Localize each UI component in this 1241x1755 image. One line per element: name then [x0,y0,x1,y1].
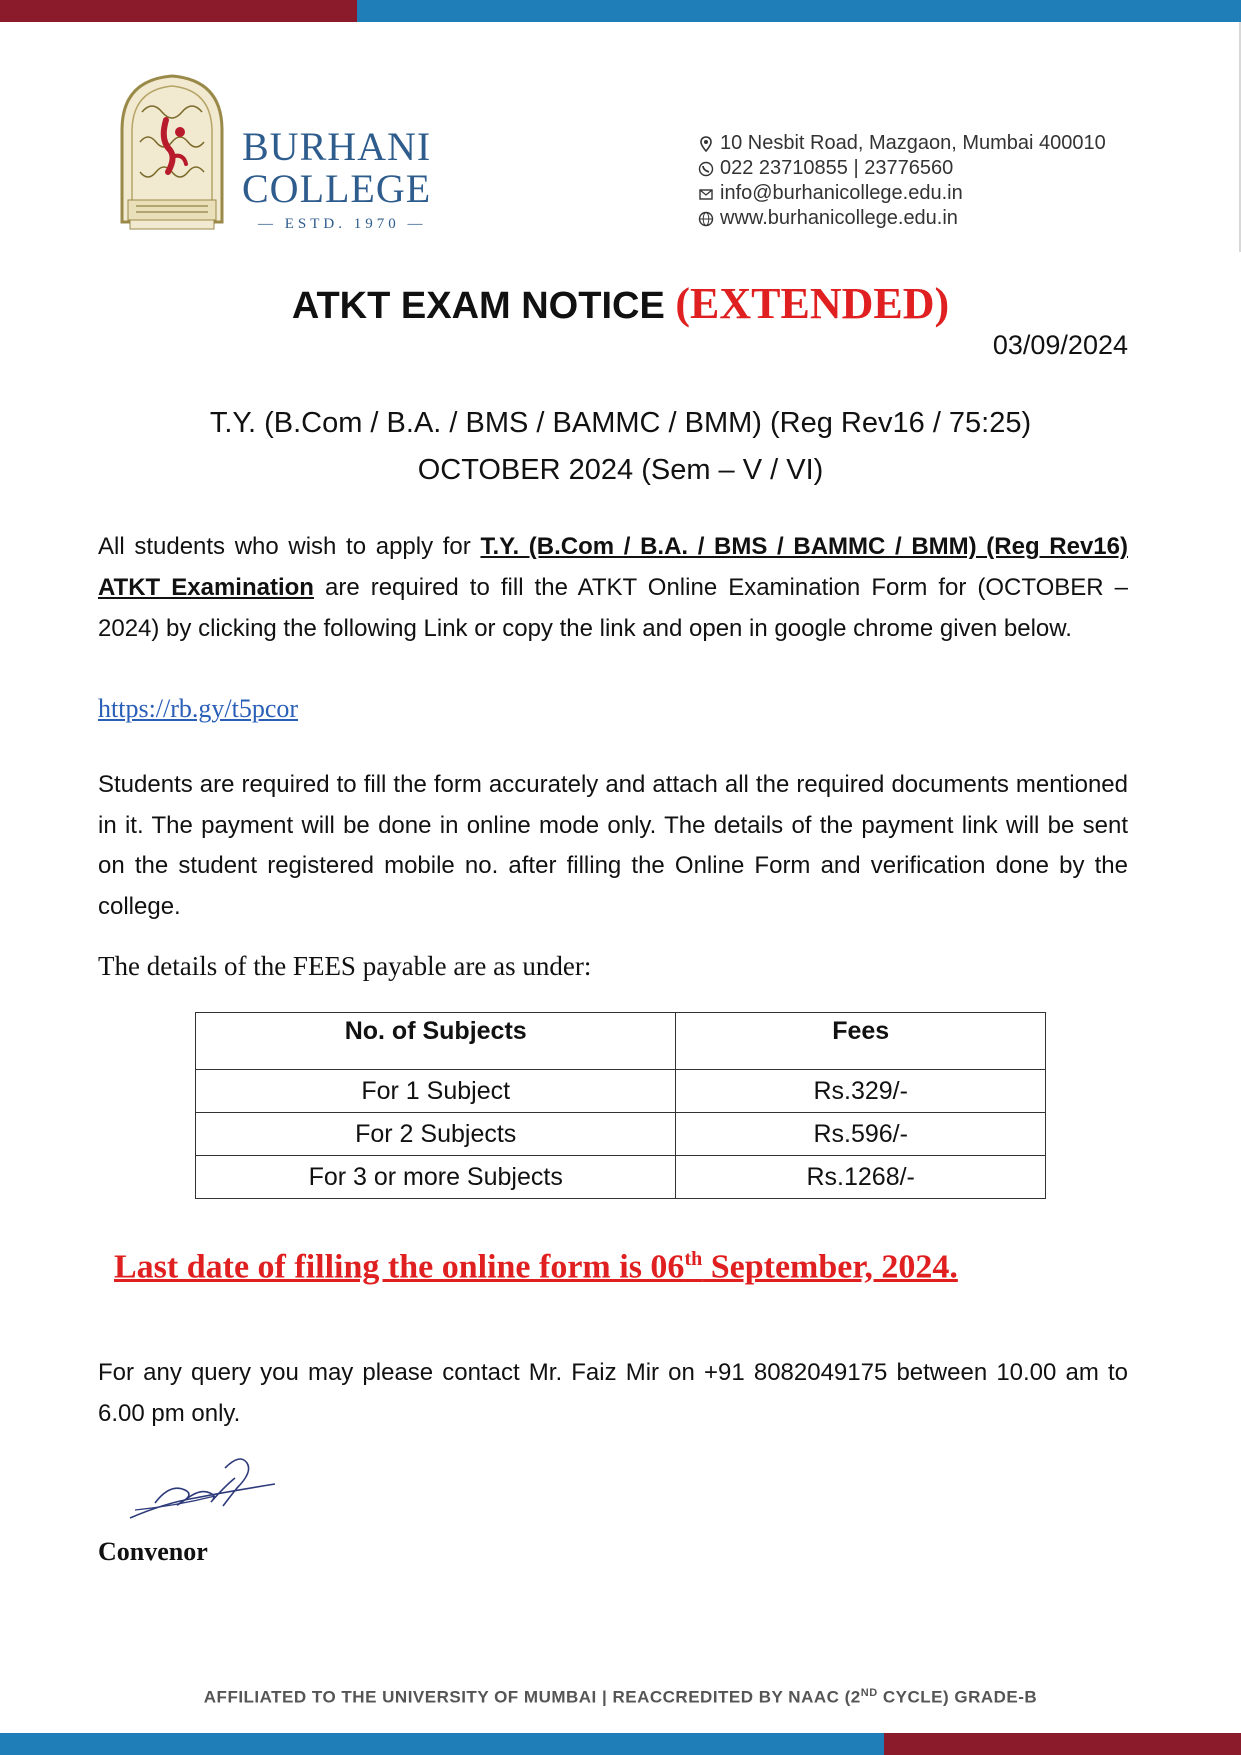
bottom-bar-maroon [884,1733,1241,1755]
fees-table-header [196,1013,1046,1070]
query-contact: For any query you may please contact Mr. Faiz Mir on +91 8082049175 between 10.00 am to 6.00 pm only. [98,1359,1128,1427]
phone-text: 022 23710855 | 23776560 [720,157,954,179]
footer-text: AFFILIATED TO THE UNIVERSITY OF MUMBAI | REACCREDITED BY NAAC (2 [203,1687,861,1707]
subjects-cell: For 3 or more Subjects [196,1156,676,1199]
fee-cell: Rs.329/- [676,1070,1046,1113]
top-bar-blue [357,0,1241,22]
contact-website[interactable] [698,206,1178,231]
subtitle-line-2: OCTOBER 2024 (Sem – V / VI) [417,454,824,486]
deadline-date: September, 2024. [702,1248,958,1286]
extended-flag: (EXTENDED) [675,279,950,328]
apply-instructions [98,526,1128,649]
form-instructions: Students are required to fill the form accurately and attach all the required documents mentioned in it. The payment will be done in online mode only. The details of the payment link will be sent on the student registered mobile no. after filling the Online Form and verification done by the college. [98,771,1128,920]
handwritten-signature [125,1448,285,1523]
notice-title-text: ATKT EXAM NOTICE [291,285,665,327]
top-color-bar [0,0,1241,22]
table-row [196,1070,1046,1113]
bottom-bar-blue [0,1733,884,1755]
contact-phone [698,156,1178,181]
contact-details [698,131,1178,231]
subjects-cell: For 1 Subject [196,1070,676,1113]
contact-email[interactable] [698,181,1178,206]
email-icon [698,186,714,202]
contact-address [698,131,1178,156]
brand-line-1: BURHANI [242,124,432,169]
table-row [196,1156,1046,1199]
location-pin-icon [698,136,714,152]
deadline-text: Last date of filling the online form is 06 [114,1248,685,1286]
subtitle-line-1: T.Y. (B.Com / B.A. / BMS / BAMMC / BMM) (Reg Rev16 / 75:25) [209,407,1032,439]
fees-table [195,1012,1046,1199]
globe-icon [698,211,714,227]
fees-intro: The details of the FEES payable are as under: [98,951,592,981]
bottom-color-bar [0,1733,1241,1755]
address-text: 10 Nesbit Road, Mazgaon, Mumbai 400010 [720,132,1106,154]
course-subtitle [0,400,1241,494]
notice-title [0,278,1241,329]
top-bar-maroon [0,0,357,22]
para1-rest: are required to fill the ATKT Online Examination Form for (OCTOBER – 2024) by clicking the following Link or copy the link and open in google chrome given below. [98,574,1129,642]
footer-text-end: CYCLE) GRADE-B [877,1687,1038,1707]
established-year: — ESTD. 1970 — [258,216,427,232]
college-brand [242,126,442,233]
para1-intro: All students who wish to apply for [98,533,481,560]
phone-icon [698,161,714,177]
exam-form-link[interactable]: https://rb.gy/t5pcor [98,694,299,723]
signatory-title: Convenor [98,1537,208,1566]
table-row [196,1113,1046,1156]
fee-cell: Rs.1268/- [676,1156,1046,1199]
header-fees: Fees [676,1013,1046,1070]
college-crest-logo [108,72,236,230]
header-subjects: No. of Subjects [196,1013,676,1070]
footer-ordinal: ND [860,1687,878,1699]
notice-date: 03/09/2024 [992,330,1128,360]
fee-cell: Rs.596/- [676,1113,1046,1156]
email-text[interactable]: info@burhanicollege.edu.in [720,182,963,204]
accreditation-footer [0,1687,1241,1708]
deadline-notice [114,1248,958,1286]
deadline-ordinal: th [684,1248,703,1270]
subjects-cell: For 2 Subjects [196,1113,676,1156]
brand-line-2: COLLEGE [242,166,432,211]
website-text[interactable]: www.burhanicollege.edu.in [720,207,958,229]
para1-course: T.Y. (B.Com / B.A. / BMS / BAMMC / BMM) (Reg Rev16) ATKT Examination [98,533,1128,601]
